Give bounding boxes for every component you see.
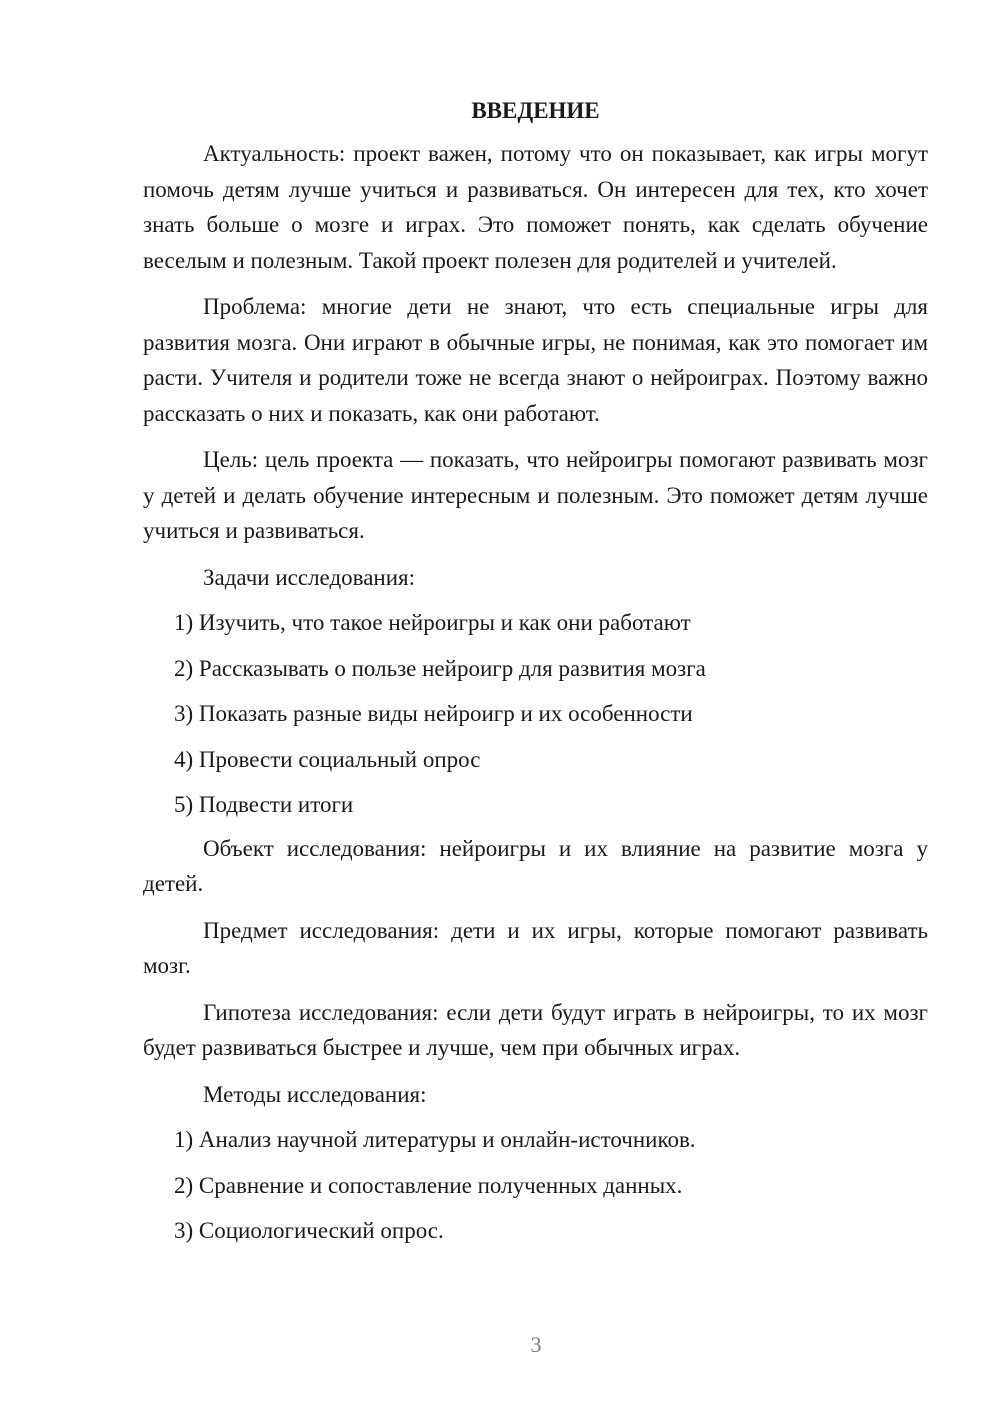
methods-heading: Методы исследования: xyxy=(203,1081,427,1107)
goal-paragraph: Цель: цель проекта — показать, что нейроигры помогают развивать мозг у детей и делать обучение интересным и полезным. Это поможет детям лучше учиться и развиваться. xyxy=(143,447,928,543)
list-item: 2) Рассказывать о пользе нейроигр для развития мозга xyxy=(174,655,706,681)
tasks-heading: Задачи исследования: xyxy=(203,564,416,590)
object-paragraph: Объект исследования: нейроигры и их влияние на развитие мозга у детей. xyxy=(143,835,928,896)
tasks-list xyxy=(143,605,928,823)
list-item: 1) Изучить, что такое нейроигры и как они работают xyxy=(174,610,691,635)
list-item: 5) Подвести итоги xyxy=(174,792,354,817)
page-content xyxy=(143,93,928,1257)
list-item: 2) Сравнение и сопоставление полученных данных. xyxy=(174,1172,683,1198)
subject-paragraph: Предмет исследования: дети и их игры, которые помогают развивать мозг. xyxy=(143,917,928,978)
page-title: ВВЕДЕНИЕ xyxy=(471,98,600,123)
problem-paragraph: Проблема: многие дети не знают, что есть специальные игры для развития мозга. Они играют в обычные игры, не понимая, как это помогает им расти. Учителя и родители тоже не всегда знают о нейроиграх. Поэтому важно рассказать о них и показать, как они работают. xyxy=(143,294,928,426)
page-number: 3 xyxy=(530,1332,542,1357)
hypothesis-paragraph: Гипотеза исследования: если дети будут играть в нейроигры, то их мозг будет развиваться быстрее и лучше, чем при обычных играх. xyxy=(143,999,928,1060)
relevance-paragraph: Актуальность: проект важен, потому что он показывает, как игры могут помочь детям лучше учиться и развиваться. Он интересен для тех, кто хочет знать больше о мозге и играх. Это поможет понять, как сделать обучение веселым и полезным. Такой проект полезен для родителей и учителей. xyxy=(143,141,928,273)
methods-list xyxy=(143,1122,928,1249)
list-item: 3) Показать разные виды нейроигр и их особенности xyxy=(174,701,693,726)
list-item: 3) Социологический опрос. xyxy=(174,1218,444,1243)
list-item: 4) Провести социальный опрос xyxy=(174,746,481,772)
list-item: 1) Анализ научной литературы и онлайн-источников. xyxy=(174,1127,696,1152)
